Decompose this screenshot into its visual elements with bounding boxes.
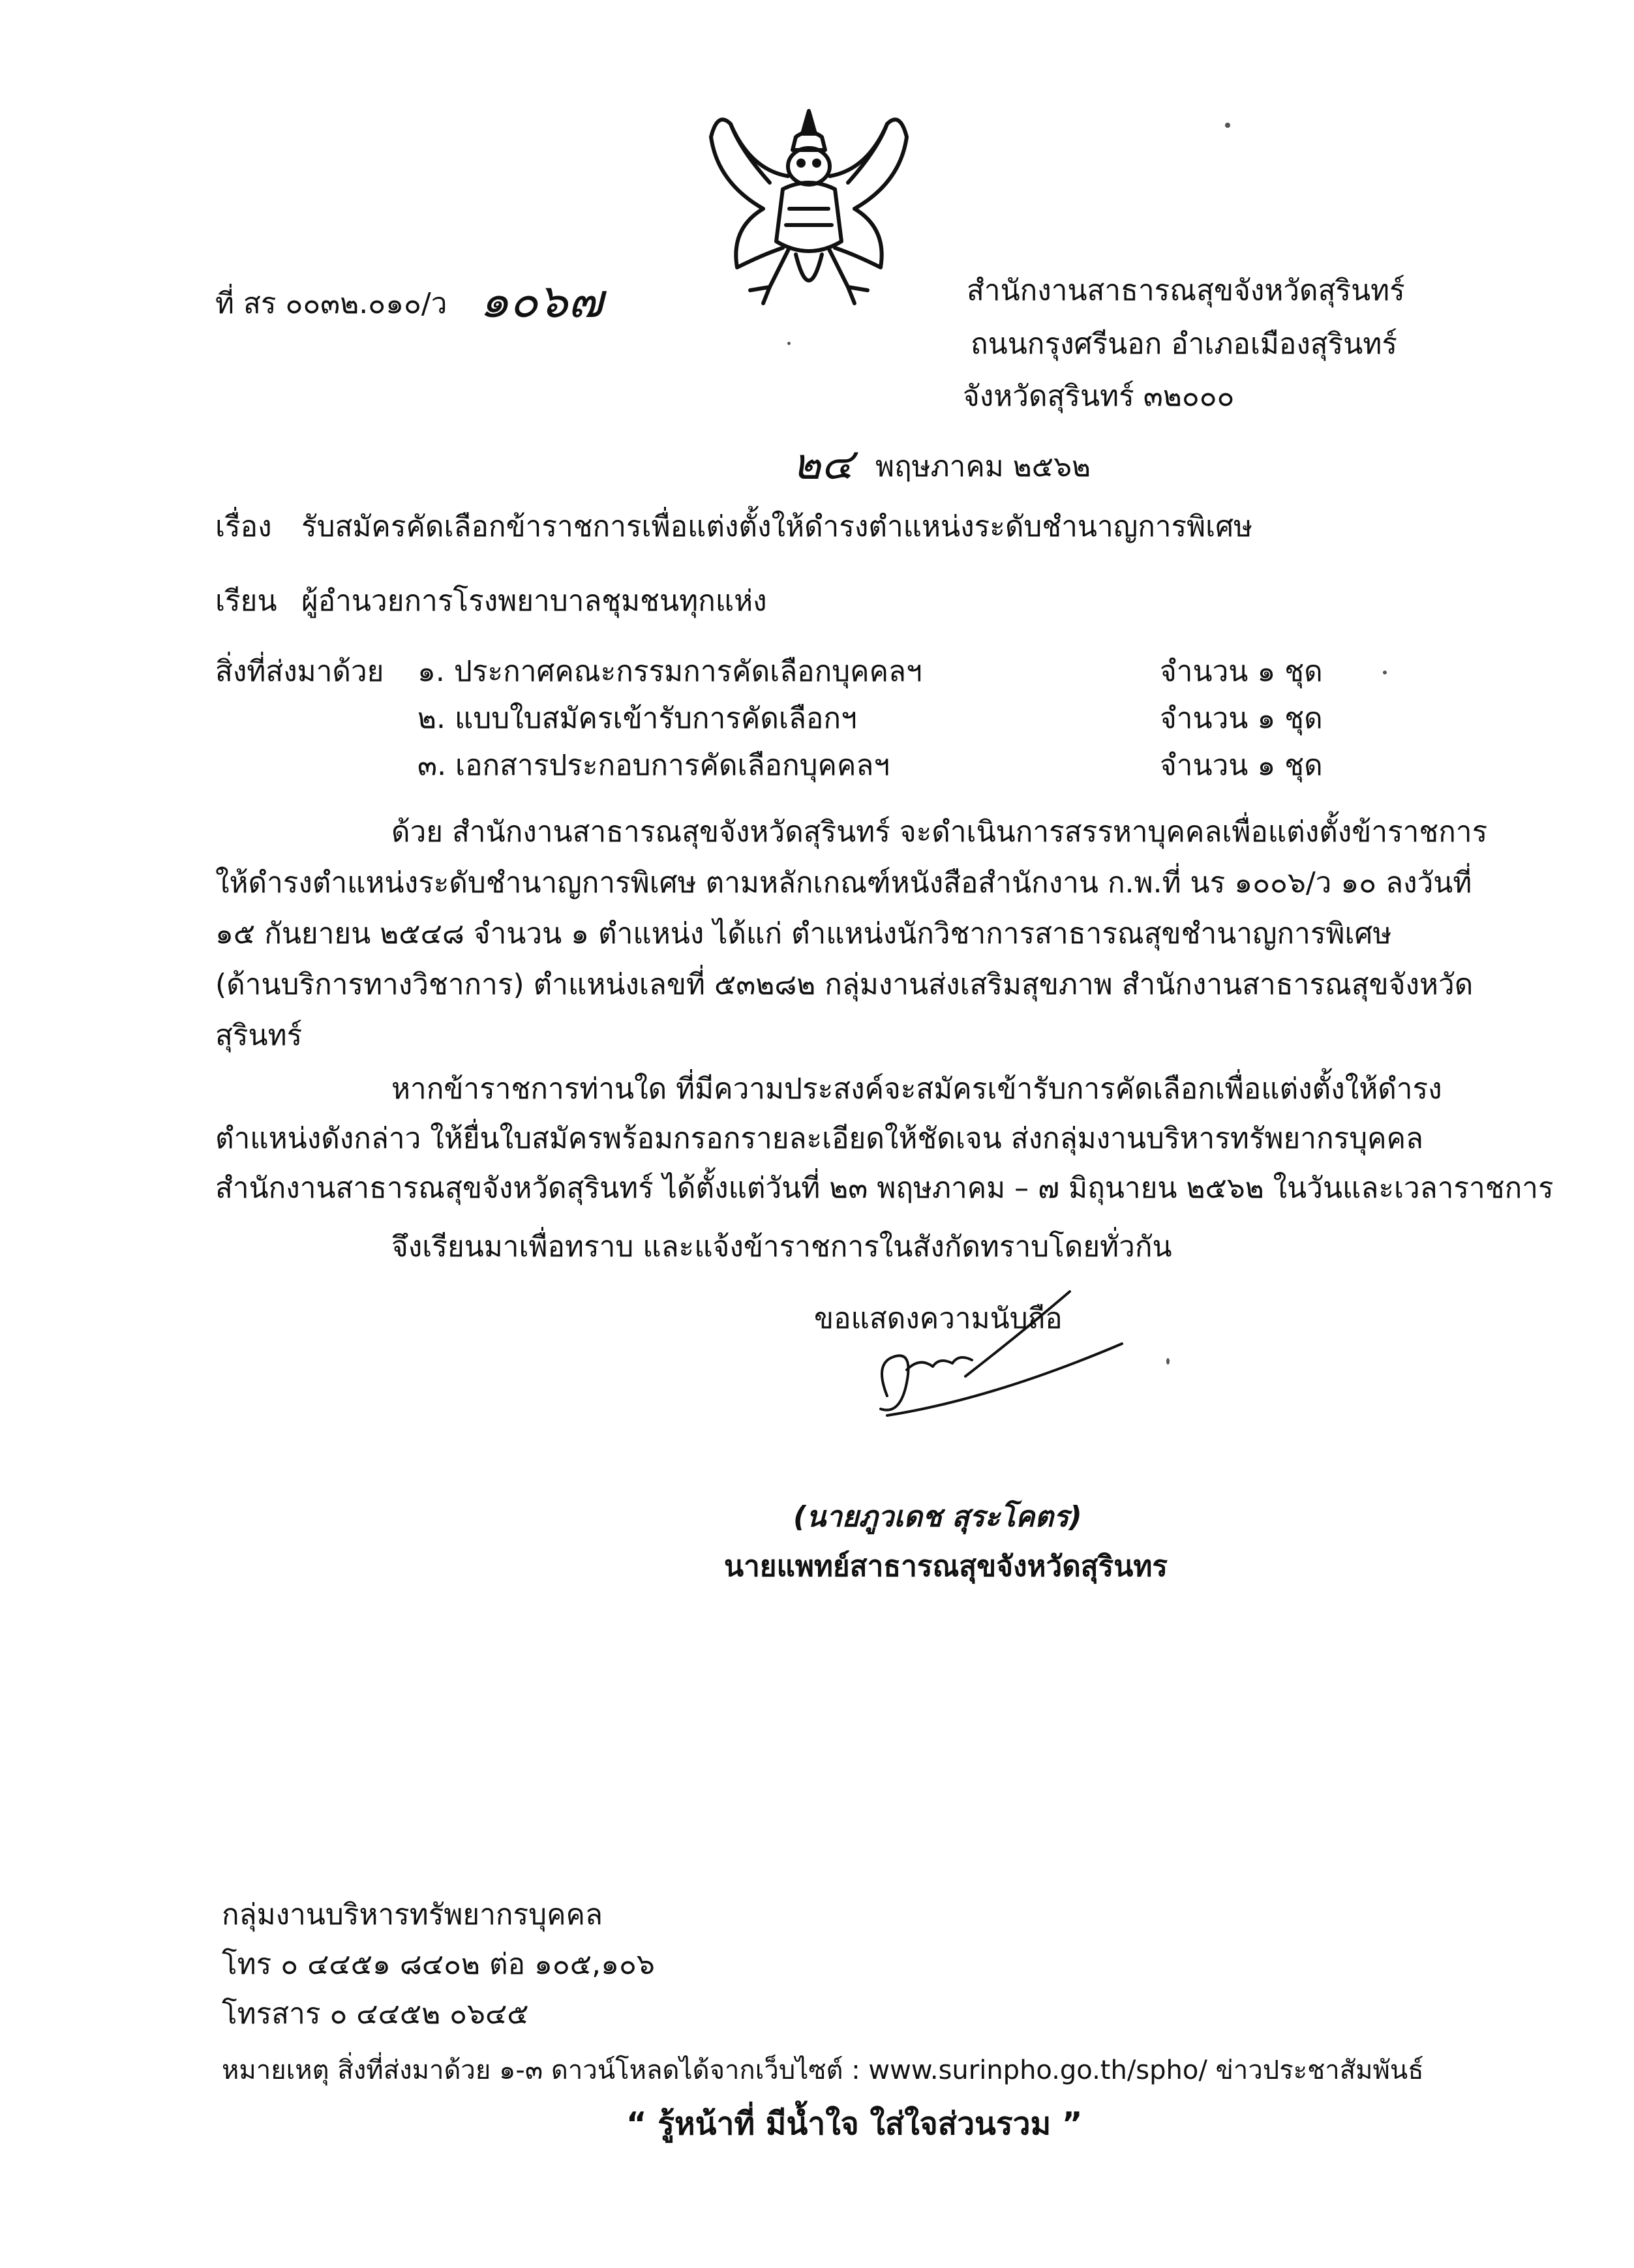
enclosure-item: ๑. ประกาศคณะกรรมการคัดเลือกบุคคลฯ [417,655,922,688]
body-paragraph1-line: ให้ดำรงตำแหน่งระดับชำนาญการพิเศษ ตามหลักเกณฑ์หนังสือสำนักงาน ก.พ.ที่ นร ๑๐๐๖/ว ๑๐ ลงวันที่ [215,866,1472,900]
enclosure-item: ๒. แบบใบสมัครเข้ารับการคัดเลือกฯ [417,702,857,735]
footer-division: กลุ่มงานบริหารทรัพยากรบุคคล [222,1898,603,1931]
scan-speck [1225,123,1230,128]
garuda-emblem-icon [691,98,926,320]
agency-address-line1: ถนนกรุงศรีนอก อำเภอเมืองสุรินทร์ [971,327,1398,361]
reference-number-handwritten: ๑๐๖๗ [479,273,603,328]
body-paragraph1-line: (ด้านบริการทางวิชาการ) ตำแหน่งเลขที่ ๕๓๒๘๒ กลุ่มงานส่งเสริมสุขภาพ สำนักงานสาธารณสุขจังหวัด [215,968,1474,1001]
agency-name: สำนักงานสาธารณสุขจังหวัดสุรินทร์ [967,274,1405,307]
body-paragraph3: จึงเรียนมาเพื่อทราบ และแจ้งข้าราชการในสังกัดทราบโดยทั่วกัน [391,1230,1172,1263]
scan-speck [1166,1358,1170,1365]
enclosure-item: ๓. เอกสารประกอบการคัดเลือกบุคคลฯ [417,749,890,782]
body-paragraph1-line: ด้วย สำนักงานสาธารณสุขจังหวัดสุรินทร์ จะดำเนินการสรรหาบุคคลเพื่อแต่งตั้งข้าราชการ [391,815,1488,849]
enclosure-quantity: จำนวน ๑ ชุด [1160,655,1323,688]
recipient-text: ผู้อำนวยการโรงพยาบาลชุมชนทุกแห่ง [301,584,767,618]
signer-title: นายแพทย์สาธารณสุขจังหวัดสุรินทร [724,1550,1168,1583]
enclosure-quantity: จำนวน ๑ ชุด [1160,749,1323,782]
footer-fax: โทรสาร ๐ ๔๔๕๒ ๐๖๔๕ [222,1997,529,2031]
scan-speck [1383,671,1387,674]
signer-name: (นายภูวเดช สุระโคตร) [793,1500,1082,1534]
footer-motto: “ รู้หน้าที่ มีน้ำใจ ใส่ใจส่วนรวม ” [626,2106,1083,2142]
body-paragraph2-line: สำนักงานสาธารณสุขจังหวัดสุรินทร์ ได้ตั้งแต่วันที่ ๒๓ พฤษภาคม – ๗ มิถุนายน ๒๕๖๒ ในวันและเวลาราชการ [215,1172,1554,1205]
recipient-label: เรียน [215,584,277,618]
body-paragraph1-line: สุรินทร์ [215,1019,303,1052]
body-paragraph2-line: ตำแหน่งดังกล่าว ให้ยื่นใบสมัครพร้อมกรอกรายละเอียดให้ชัดเจน ส่งกลุ่มงานบริหารทรัพยากรบุคคล [215,1122,1423,1155]
footer-note: หมายเหตุ สิ่งที่ส่งมาด้วย ๑-๓ ดาวน์โหลดได้จากเว็บไซต์ : www.surinpho.go.th/spho/ ข่าวประชาสัมพันธ์ [222,2055,1424,2085]
date-month-year: พฤษภาคม ๒๕๖๒ [875,450,1091,483]
closing-salutation: ขอแสดงความนับถือ [814,1302,1063,1335]
enclosures-label: สิ่งที่ส่งมาด้วย [215,655,384,688]
enclosure-quantity: จำนวน ๑ ชุด [1160,702,1323,735]
reference-label: ที่ สร ๐๐๓๒.๐๑๐/ว [215,287,447,320]
scan-speck [787,342,791,345]
date-day-handwritten: ๒๔ [793,439,854,489]
body-paragraph2-line: หากข้าราชการท่านใด ที่มีความประสงค์จะสมัครเข้ารับการคัดเลือกเพื่อแต่งตั้งให้ดำรง [391,1072,1442,1106]
subject-text: รับสมัครคัดเลือกข้าราชการเพื่อแต่งตั้งให้ดำรงตำแหน่งระดับชำนาญการพิเศษ [301,510,1253,543]
footer-phone: โทร ๐ ๔๔๕๑ ๘๔๐๒ ต่อ ๑๐๕,๑๐๖ [222,1948,655,1981]
signature-image [861,1285,1135,1442]
subject-label: เรื่อง [215,510,272,543]
body-paragraph1-line: ๑๕ กันยายน ๒๕๔๘ จำนวน ๑ ตำแหน่ง ได้แก่ ตำแหน่งนักวิชาการสาธารณสุขชำนาญการพิเศษ [215,917,1392,950]
agency-address-line2: จังหวัดสุรินทร์ ๓๒๐๐๐ [963,380,1235,413]
